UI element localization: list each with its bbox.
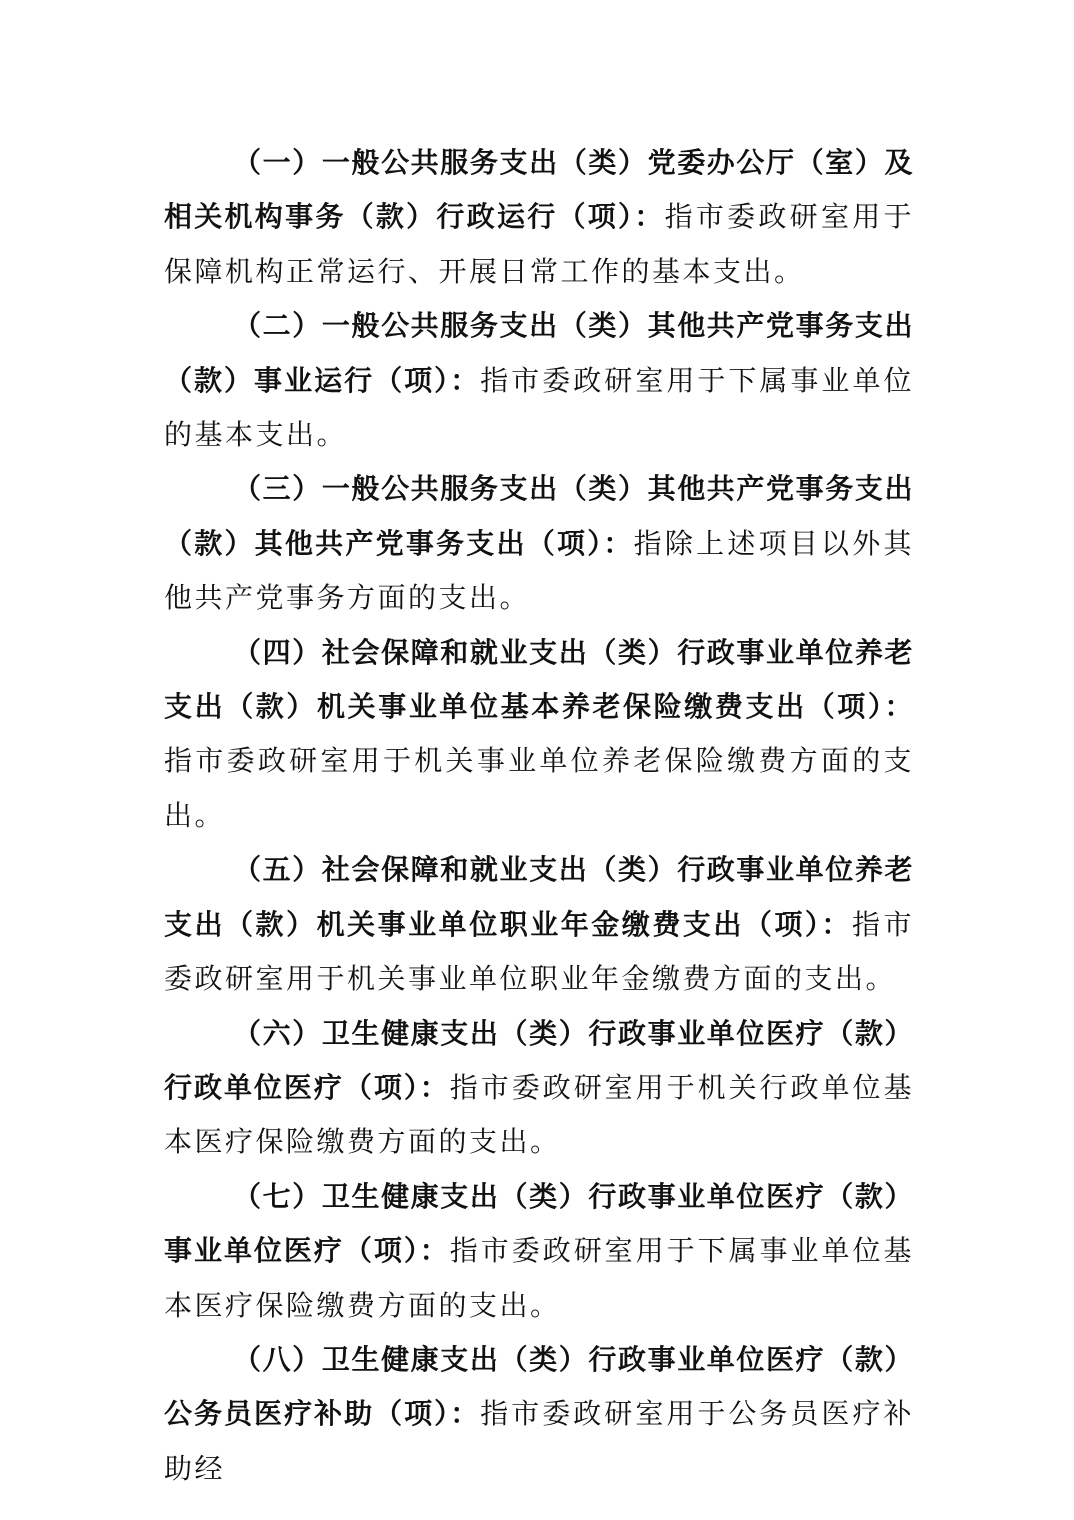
paragraph-heading: （七）卫生健康支出（类）行政事业单位医疗（款）事业单位医疗（项）： [164, 1179, 914, 1268]
paragraph-3 [164, 462, 914, 625]
paragraph-text: 指市委政研室用于机关行政单位基本医疗保险缴费方面的支出。 [164, 1070, 914, 1159]
paragraph-heading: （三）一般公共服务支出（类）其他共产党事务支出（款）其他共产党事务支出（项）： [164, 472, 914, 560]
paragraph-8 [164, 1333, 914, 1496]
paragraph-heading: （四）社会保障和就业支出（类）行政事业单位养老支出（款）机关事业单位基本养老保险缴费支出（项）： [164, 635, 914, 724]
paragraph-7 [164, 1170, 914, 1333]
paragraph-heading: （二）一般公共服务支出（类）其他共产党事务支出（款）事业运行（项）： [164, 309, 914, 397]
paragraph-2 [164, 299, 914, 462]
paragraph-text: 指市委政研室用于下属事业单位的基本支出。 [164, 363, 914, 452]
paragraph-heading: （八）卫生健康支出（类）行政事业单位医疗（款）公务员医疗补助（项）： [164, 1342, 914, 1431]
paragraph-text: 指市委政研室用于公务员医疗补助经 [164, 1397, 914, 1485]
paragraph-text: 指市委政研室用于保障机构正常运行、开展日常工作的基本支出。 [164, 200, 914, 288]
paragraph-1 [164, 136, 914, 299]
paragraph-6 [164, 1007, 914, 1170]
paragraph-heading: （一）一般公共服务支出（类）党委办公厅（室）及相关机构事务（款）行政运行（项）： [164, 146, 914, 234]
paragraph-heading: （五）社会保障和就业支出（类）行政事业单位养老支出（款）机关事业单位职业年金缴费支出（项）： [164, 853, 914, 941]
paragraph-text: 指市委政研室用于机关事业单位养老保险缴费方面的支出。 [164, 744, 914, 832]
paragraph-text: 指市委政研室用于下属事业单位基本医疗保险缴费方面的支出。 [164, 1234, 914, 1322]
paragraph-5 [164, 843, 914, 1006]
document-body [164, 136, 914, 1496]
paragraph-text: 指除上述项目以外其他共产党事务方面的支出。 [164, 526, 914, 615]
paragraph-text: 指市委政研室用于机关事业单位职业年金缴费方面的支出。 [164, 907, 914, 996]
paragraph-4 [164, 626, 914, 844]
paragraph-heading: （六）卫生健康支出（类）行政事业单位医疗（款）行政单位医疗（项）： [164, 1016, 914, 1104]
